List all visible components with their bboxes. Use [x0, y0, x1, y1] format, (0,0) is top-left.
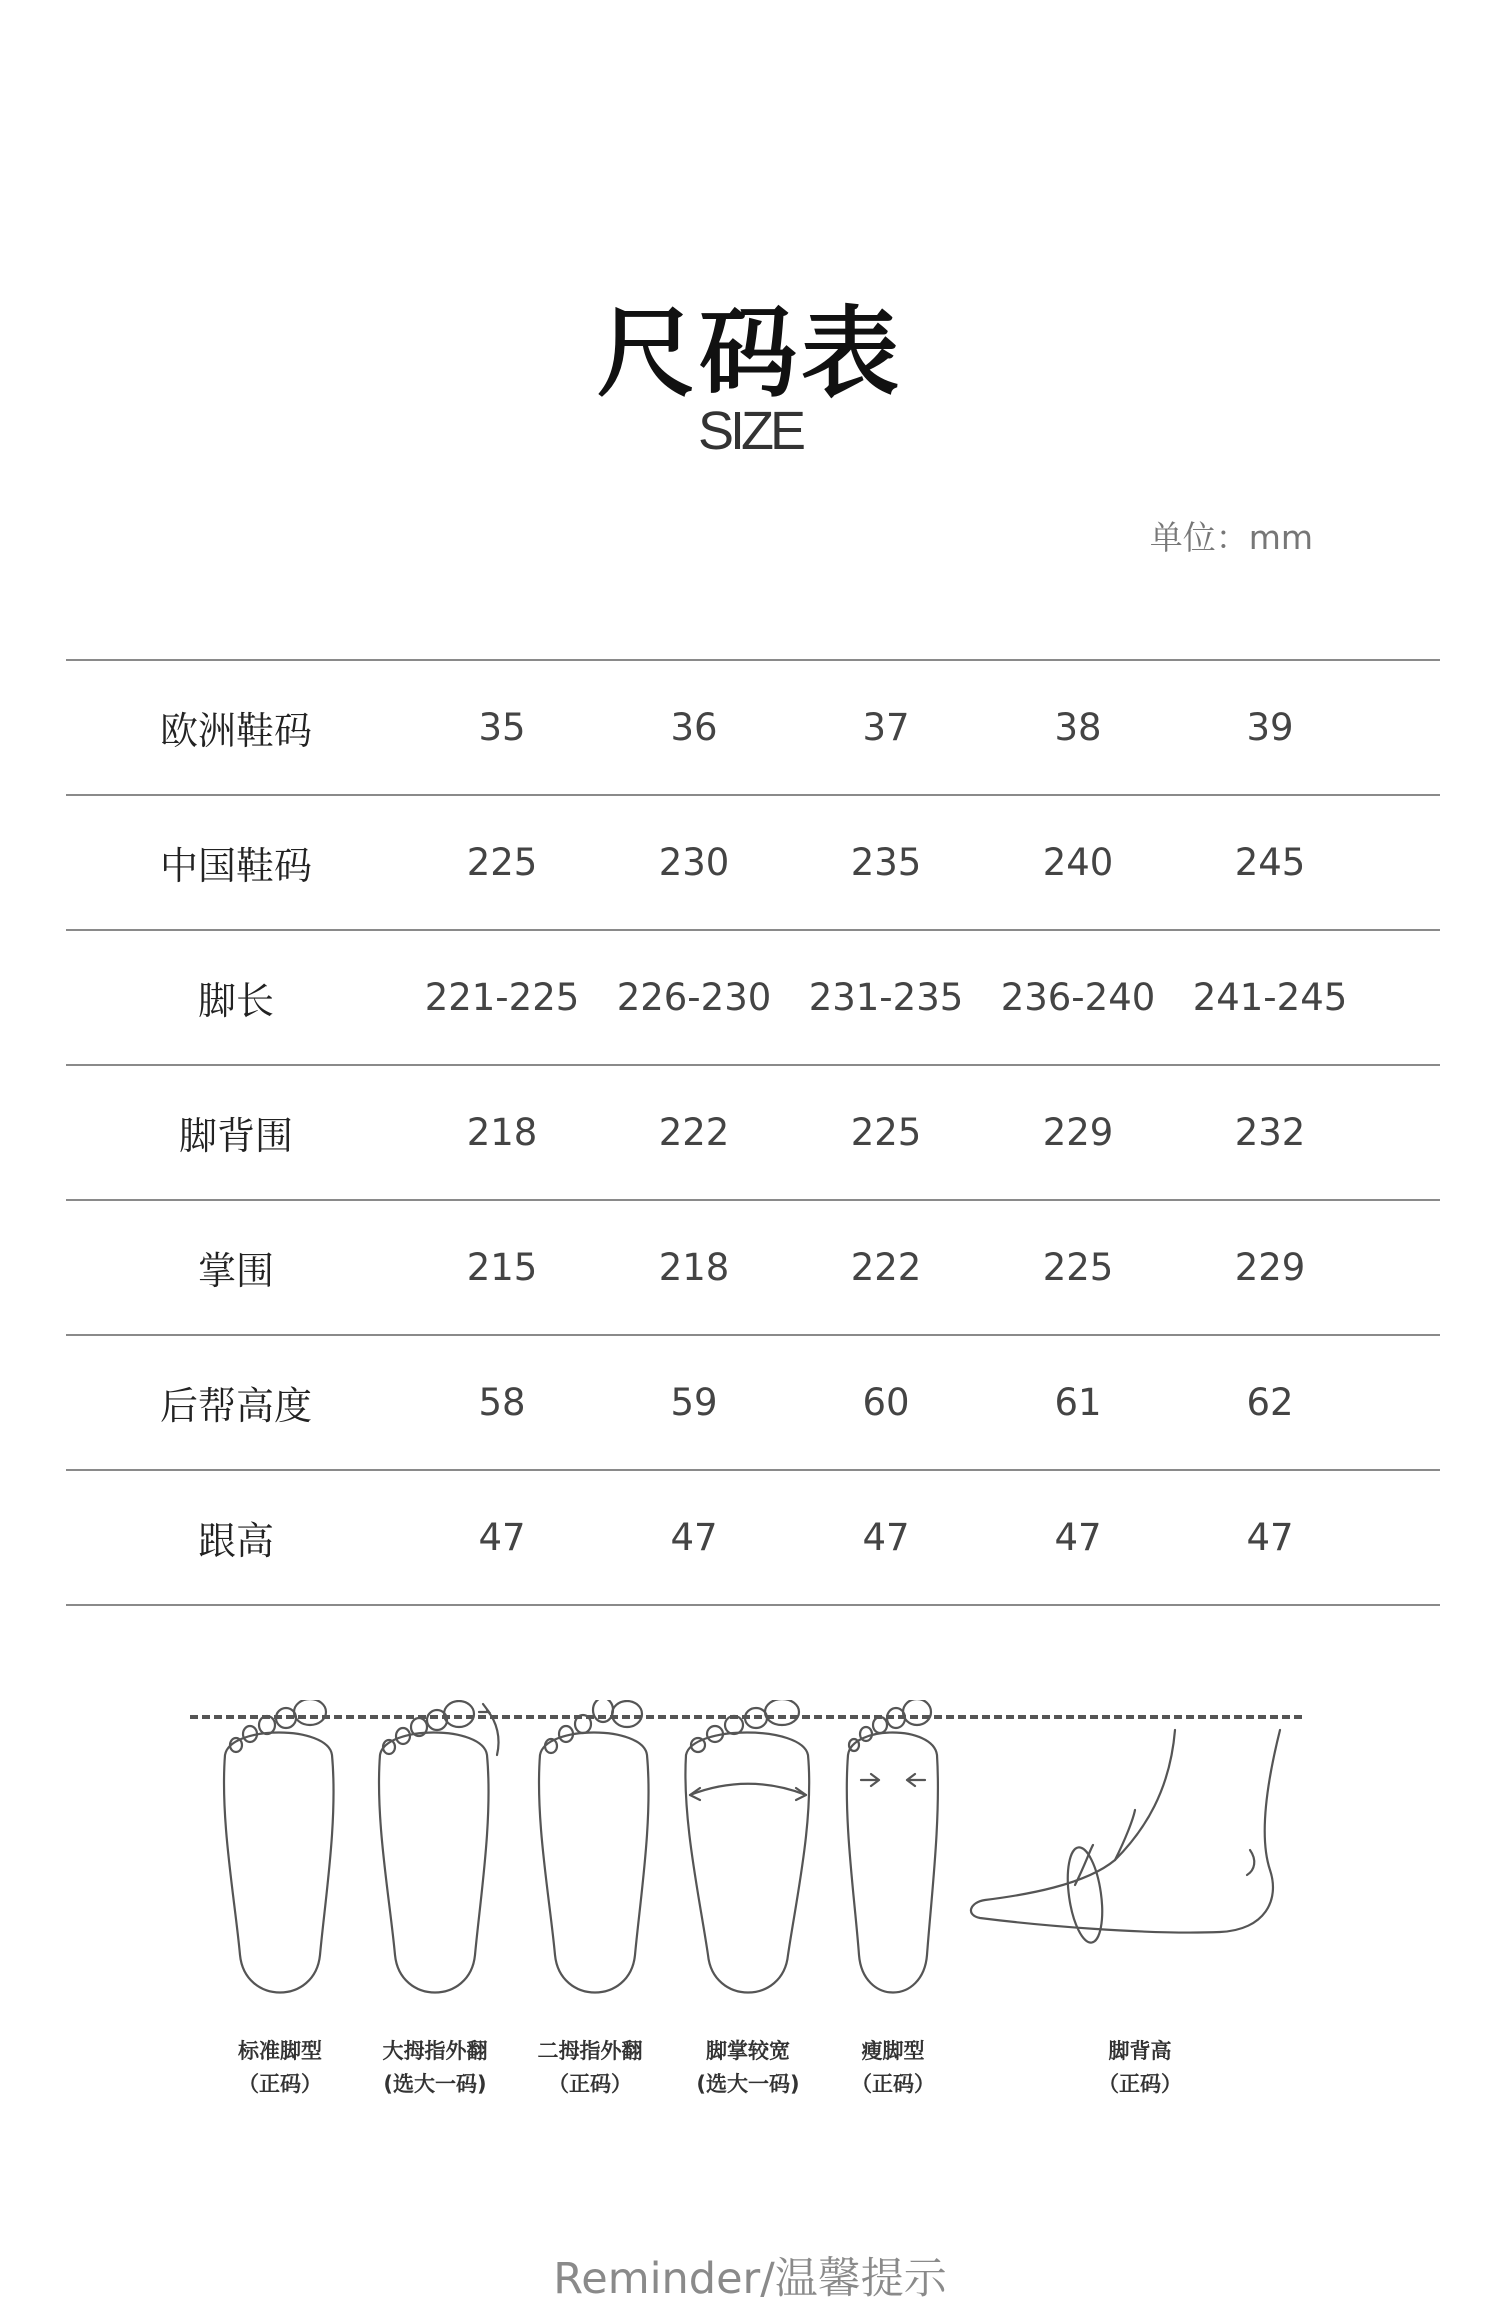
table-row — [66, 930, 1440, 1065]
page-title: 尺码表 — [596, 297, 903, 411]
size-table — [66, 659, 1440, 1606]
foot-type-advice: （正码） — [1098, 2072, 1182, 2096]
table-cell: 245 — [1174, 795, 1366, 930]
table-cell: 58 — [406, 1335, 598, 1470]
foot-type-advice: (选大一码) — [696, 2072, 800, 2096]
foot-type-name: 大拇指外翻 — [382, 2039, 488, 2063]
table-cell: 225 — [790, 1065, 982, 1200]
foot-type-name: 标准脚型 — [238, 2039, 322, 2063]
wide-foot-icon — [685, 1700, 809, 1993]
table-cell: 240 — [982, 795, 1174, 930]
table-cell: 221-225 — [406, 930, 598, 1065]
table-cell: 47 — [406, 1470, 598, 1605]
row-label: 欧洲鞋码 — [66, 660, 406, 795]
table-spacer — [1366, 1470, 1440, 1605]
reminder-heading: Reminder/温馨提示 — [553, 2254, 947, 2304]
table-cell: 222 — [790, 1200, 982, 1335]
table-cell: 232 — [1174, 1065, 1366, 1200]
foot-type-caption — [350, 2035, 520, 2101]
table-cell: 226-230 — [598, 930, 790, 1065]
table-cell: 36 — [598, 660, 790, 795]
table-spacer — [1366, 930, 1440, 1065]
foot-type-advice: (选大一码) — [383, 2072, 487, 2096]
foot-type-caption — [505, 2035, 675, 2101]
table-cell: 236-240 — [982, 930, 1174, 1065]
table-cell: 222 — [598, 1065, 790, 1200]
table-row — [66, 1065, 1440, 1200]
table-cell: 60 — [790, 1335, 982, 1470]
table-cell: 35 — [406, 660, 598, 795]
table-cell: 39 — [1174, 660, 1366, 795]
table-row — [66, 660, 1440, 795]
table-cell: 218 — [598, 1200, 790, 1335]
table-cell: 47 — [790, 1470, 982, 1605]
table-cell: 61 — [982, 1335, 1174, 1470]
narrow-foot-icon — [847, 1700, 938, 1993]
table-row — [66, 1335, 1440, 1470]
foot-type-caption — [808, 2035, 978, 2101]
foot-type-name: 瘦脚型 — [861, 2039, 925, 2063]
table-spacer — [1366, 660, 1440, 795]
table-cell: 47 — [1174, 1470, 1366, 1605]
table-cell: 225 — [982, 1200, 1174, 1335]
table-cell: 225 — [406, 795, 598, 930]
high-instep-foot-icon — [971, 1730, 1280, 1945]
table-row — [66, 1470, 1440, 1605]
second-toe-foot-icon — [539, 1700, 649, 1993]
table-spacer — [1366, 795, 1440, 930]
row-label: 掌围 — [66, 1200, 406, 1335]
table-cell: 47 — [982, 1470, 1174, 1605]
foot-type-name: 脚掌较宽 — [706, 2039, 790, 2063]
table-spacer — [1366, 1200, 1440, 1335]
table-cell: 62 — [1174, 1335, 1366, 1470]
table-cell: 37 — [790, 660, 982, 795]
table-cell: 241-245 — [1174, 930, 1366, 1065]
standard-foot-icon — [224, 1700, 334, 1993]
table-cell: 229 — [1174, 1200, 1366, 1335]
foot-type-advice: （正码） — [238, 2072, 322, 2096]
table-spacer — [1366, 1065, 1440, 1200]
foot-type-caption — [195, 2035, 365, 2101]
table-cell: 38 — [982, 660, 1174, 795]
table-cell: 230 — [598, 795, 790, 930]
row-label: 脚长 — [66, 930, 406, 1065]
foot-types-illustration — [0, 1700, 1500, 2030]
row-label: 跟高 — [66, 1470, 406, 1605]
foot-type-name: 二拇指外翻 — [537, 2039, 643, 2063]
row-label: 脚背围 — [66, 1065, 406, 1200]
table-cell: 59 — [598, 1335, 790, 1470]
table-row — [66, 1200, 1440, 1335]
foot-type-caption — [1055, 2035, 1225, 2101]
table-row — [66, 795, 1440, 930]
row-label: 中国鞋码 — [66, 795, 406, 930]
bunion-foot-icon — [379, 1701, 499, 1993]
foot-type-advice: （正码） — [851, 2072, 935, 2096]
foot-type-advice: （正码） — [548, 2072, 632, 2096]
table-cell: 218 — [406, 1065, 598, 1200]
table-cell: 235 — [790, 795, 982, 930]
foot-type-name: 脚背高 — [1108, 2039, 1172, 2063]
table-cell: 215 — [406, 1200, 598, 1335]
table-cell: 231-235 — [790, 930, 982, 1065]
table-spacer — [1366, 1335, 1440, 1470]
unit-label: 单位：mm — [1149, 518, 1313, 557]
page-subtitle: SIZE — [697, 401, 803, 461]
table-cell: 47 — [598, 1470, 790, 1605]
table-cell: 229 — [982, 1065, 1174, 1200]
row-label: 后帮高度 — [66, 1335, 406, 1470]
